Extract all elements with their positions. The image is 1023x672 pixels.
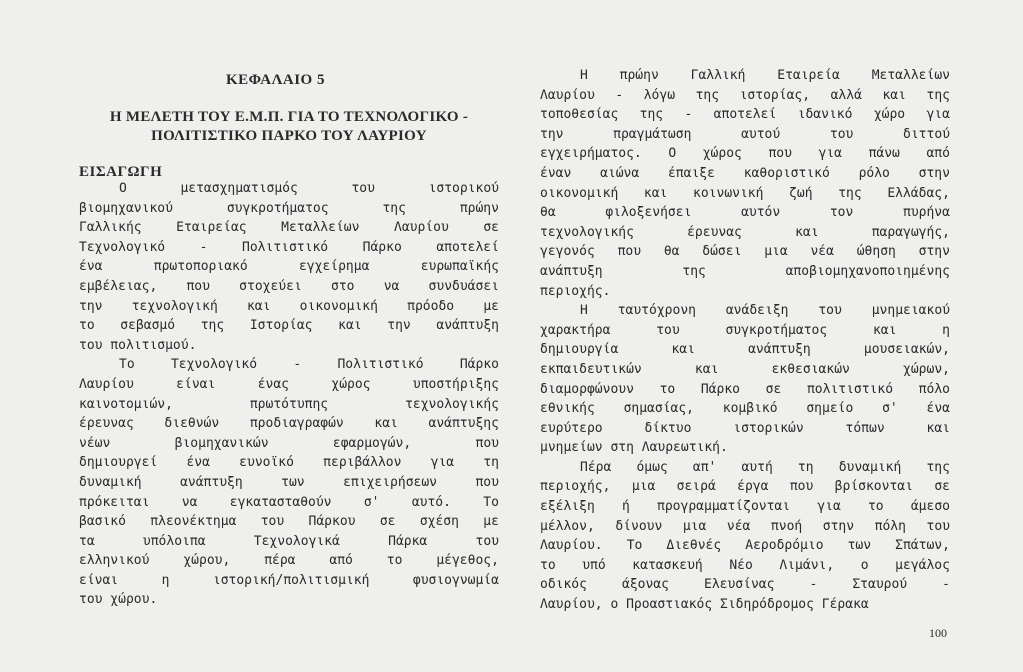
- text-line: εμβέλειας, που στοχεύει στο να συνδυάσει: [79, 278, 499, 294]
- chapter-heading: ΚΕΦΑΛΑΙΟ 5: [226, 72, 325, 88]
- text-line: έρευνας διεθνών προδιαγραφών και ανάπτυξης: [79, 416, 499, 432]
- text-line: οικονομική και κοινωνική ζωή της Ελλάδας,: [540, 185, 950, 201]
- text-line: Λαυρίου. Το Διεθνές Αεροδρόμιο των Σπάτων,: [540, 538, 950, 554]
- text-line: Λαυρίου είναι ένας χώρος υποστήριξης: [79, 376, 499, 392]
- text-line: εκπαιδευτικών και εκθεσιακών χώρων,: [540, 361, 950, 377]
- text-line: χαρακτήρα του συγκροτήματος και η: [540, 322, 950, 338]
- text-line: δυναμική ανάπτυξη των επιχειρήσεων που: [79, 474, 499, 490]
- text-line: είναι η ιστορική/πολιτισμική φυσιογνωμία: [79, 572, 499, 588]
- text-line: Ο μετασχηματισμός του ιστορικού: [119, 181, 499, 196]
- text-line: ένα πρωτοποριακό εγχείρημα ευρωπαϊκής: [79, 259, 499, 275]
- text-line: Γαλλικής Εταιρείας Μεταλλείων Λαυρίου σε: [79, 220, 499, 236]
- text-line: γεγονός που θα δώσει μια νέα ώθηση στην: [540, 244, 950, 260]
- text-line: του πολιτισμού.: [79, 337, 197, 353]
- text-line: Λαυρίου, ο Προαστιακός Σιδηρόδρομος Γέρακα: [540, 597, 869, 613]
- text-line: βιομηχανικού συγκροτήματος της πρώην: [79, 200, 499, 216]
- text-line: πρόκειται να εγκατασταθούν σ' αυτό. Το: [79, 494, 499, 510]
- text-line: Η πρώην Γαλλική Εταιρεία Μεταλλείων: [580, 68, 950, 83]
- text-line: το σεβασμό της Ιστορίας και την ανάπτυξη: [79, 318, 499, 334]
- text-line: οδικός άξονας Ελευσίνας - Σταυρού -: [540, 577, 950, 593]
- text-line: νέων βιομηχανικών εφαρμογών, που: [79, 435, 499, 451]
- text-line: ελληνικού χώρου, πέρα από το μέγεθος,: [79, 553, 499, 569]
- text-line: Πέρα όμως απ' αυτή τη δυναμική της: [580, 459, 950, 475]
- text-line: την πραγμάτωση αυτού του διττού: [540, 126, 950, 142]
- text-line: ευρύτερο δίκτυο ιστορικών τόπων και: [540, 420, 950, 436]
- text-line: περιοχής, μια σειρά έργα που βρίσκονται σε: [540, 479, 950, 495]
- text-line: ανάπτυξη της αποβιομηχανοποιημένης: [540, 263, 950, 279]
- section-heading: ΕΙΣΑΓΩΓΗ: [79, 164, 163, 180]
- text-line: δημιουργεί ένα ευνοϊκό περιβάλλον για τη: [79, 455, 499, 471]
- text-line: δημιουργία και ανάπτυξη μουσειακών,: [540, 342, 950, 358]
- text-line: Λαυρίου - λόγω της ιστορίας, αλλά και της: [540, 87, 950, 103]
- text-line: τοποθεσίας της - αποτελεί ιδανικό χώρο για: [540, 107, 950, 123]
- text-line: Το Τεχνολογικό - Πολιτιστικό Πάρκο: [119, 357, 499, 373]
- text-line: βασικό πλεονέκτημα του Πάρκου σε σχέση με: [79, 514, 499, 530]
- text-line: καινοτομιών, πρωτότυπης τεχνολογικής: [79, 396, 499, 412]
- chapter-title: [79, 108, 499, 146]
- text-line: τα υπόλοιπα Τεχνολογικά Πάρκα του: [79, 533, 499, 549]
- text-line: τεχνολογικής έρευνας και παραγωγής,: [540, 224, 950, 240]
- text-line: εγχειρήματος. Ο χώρος που για πάνω από: [540, 146, 950, 162]
- page-number: 100: [929, 626, 947, 640]
- chapter-title-line: ΠΟΛΙΤΙΣΤΙΚΟ ΠΑΡΚΟ ΤΟΥ ΛΑΥΡΙΟΥ: [151, 128, 427, 144]
- text-line: Η ταυτόχρονη ανάδειξη του μνημειακού: [580, 303, 950, 319]
- chapter-title-line: Η ΜΕΛΕΤΗ ΤΟΥ Ε.Μ.Π. ΓΙΑ ΤΟ ΤΕΧΝΟΛΟΓΙΚΟ -: [109, 109, 469, 125]
- text-line: Τεχνολογικό - Πολιτιστικό Πάρκο αποτελεί: [79, 239, 499, 255]
- text-line: περιοχής.: [540, 283, 611, 299]
- text-line: την τεχνολογική και οικονομική πρόοδο με: [79, 298, 499, 314]
- left-column-text: [79, 179, 499, 610]
- text-line: μέλλον, δίνουν μια νέα πνοή στην πόλη του: [540, 518, 950, 534]
- text-line: διαμορφώνουν το Πάρκο σε πολιτιστικό πόλο: [540, 381, 950, 397]
- text-line: το υπό κατασκευή Νέο Λιμάνι, ο μεγάλος: [540, 557, 950, 573]
- text-line: έναν αιώνα έπαιξε καθοριστικό ρόλο στην: [540, 165, 950, 181]
- right-column-text: [540, 66, 950, 615]
- text-line: εξέλιξη ή προγραμματίζονται για το άμεσο: [540, 499, 950, 515]
- text-line: μνημείων στη Λαυρεωτική.: [540, 440, 728, 456]
- text-line: εθνικής σημασίας, κομβικό σημείο σ' ένα: [540, 401, 950, 417]
- text-line: θα φιλοξενήσει αυτόν τον πυρήνα: [540, 205, 950, 221]
- text-line: του χώρου.: [79, 592, 158, 608]
